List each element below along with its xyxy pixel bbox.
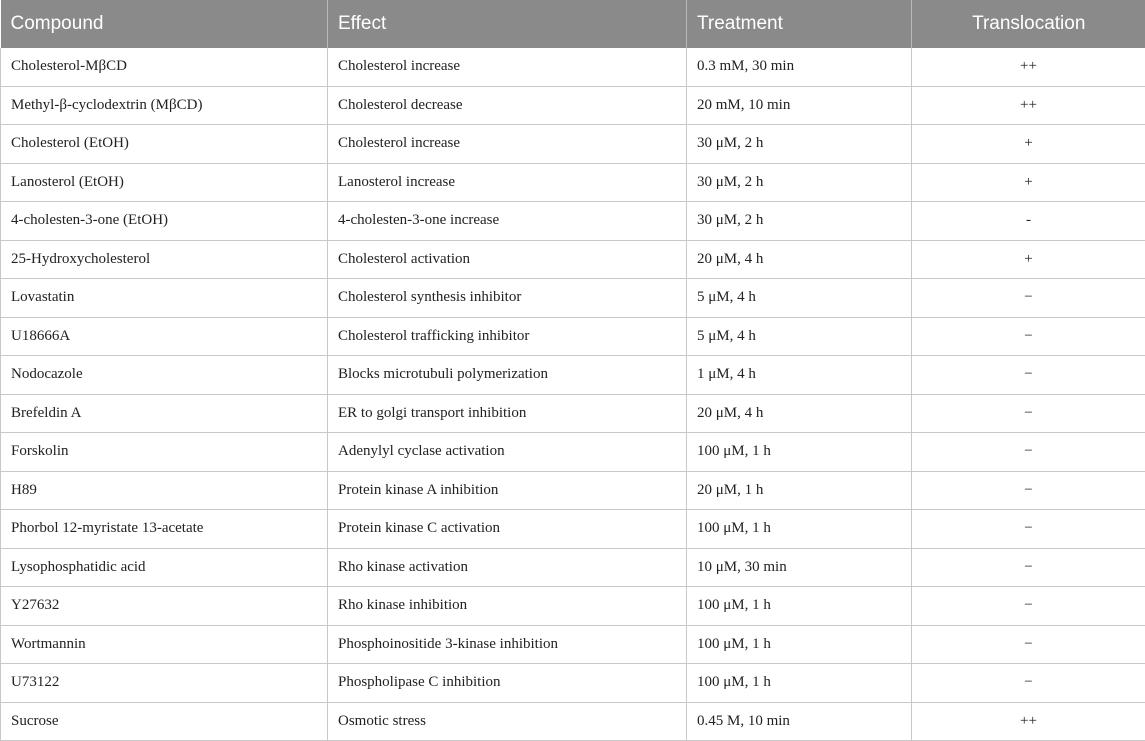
cell-compound: Lovastatin — [1, 279, 328, 318]
table-row — [1, 625, 1145, 664]
cell-treatment: 100 μM, 1 h — [687, 625, 912, 664]
cell-translocation: − — [912, 510, 1145, 549]
header-compound: Compound — [1, 0, 328, 48]
cell-effect: Cholesterol activation — [328, 240, 687, 279]
cell-compound: Y27632 — [1, 587, 328, 626]
cell-effect: Phospholipase C inhibition — [328, 664, 687, 703]
cell-effect: Phosphoinositide 3-kinase inhibition — [328, 625, 687, 664]
cell-effect: Cholesterol trafficking inhibitor — [328, 317, 687, 356]
table-body — [1, 48, 1145, 741]
cell-effect: 4-cholesten-3-one increase — [328, 202, 687, 241]
cell-treatment: 0.45 M, 10 min — [687, 702, 912, 741]
cell-translocation: ++ — [912, 48, 1145, 86]
cell-translocation: − — [912, 587, 1145, 626]
table-row — [1, 356, 1145, 395]
cell-treatment: 100 μM, 1 h — [687, 587, 912, 626]
cell-compound: U73122 — [1, 664, 328, 703]
table-row — [1, 125, 1145, 164]
cell-translocation: − — [912, 356, 1145, 395]
cell-compound: Cholesterol (EtOH) — [1, 125, 328, 164]
cell-effect: ER to golgi transport inhibition — [328, 394, 687, 433]
cell-compound: Lanosterol (EtOH) — [1, 163, 328, 202]
cell-treatment: 20 μM, 4 h — [687, 240, 912, 279]
cell-translocation: - — [912, 202, 1145, 241]
cell-translocation: ++ — [912, 702, 1145, 741]
cell-effect: Cholesterol increase — [328, 125, 687, 164]
cell-effect: Blocks microtubuli polymerization — [328, 356, 687, 395]
cell-translocation: + — [912, 163, 1145, 202]
cell-compound: Sucrose — [1, 702, 328, 741]
cell-translocation: − — [912, 279, 1145, 318]
cell-translocation: − — [912, 317, 1145, 356]
cell-effect: Protein kinase C activation — [328, 510, 687, 549]
cell-effect: Rho kinase inhibition — [328, 587, 687, 626]
cell-treatment: 30 μM, 2 h — [687, 202, 912, 241]
cell-compound: Nodocazole — [1, 356, 328, 395]
cell-treatment: 30 μM, 2 h — [687, 125, 912, 164]
cell-translocation: + — [912, 125, 1145, 164]
cell-compound: Lysophosphatidic acid — [1, 548, 328, 587]
cell-treatment: 20 mM, 10 min — [687, 86, 912, 125]
cell-effect: Cholesterol decrease — [328, 86, 687, 125]
cell-treatment: 100 μM, 1 h — [687, 664, 912, 703]
cell-compound: Methyl-β-cyclodextrin (MβCD) — [1, 86, 328, 125]
table-row — [1, 279, 1145, 318]
cell-treatment: 20 μM, 1 h — [687, 471, 912, 510]
cell-translocation: − — [912, 625, 1145, 664]
cell-effect: Cholesterol synthesis inhibitor — [328, 279, 687, 318]
cell-translocation: − — [912, 394, 1145, 433]
cell-compound: Wortmannin — [1, 625, 328, 664]
cell-translocation: ++ — [912, 86, 1145, 125]
cell-treatment: 0.3 mM, 30 min — [687, 48, 912, 86]
cell-effect: Protein kinase A inhibition — [328, 471, 687, 510]
cell-treatment: 100 μM, 1 h — [687, 510, 912, 549]
cell-treatment: 10 μM, 30 min — [687, 548, 912, 587]
table-row — [1, 510, 1145, 549]
table-row — [1, 202, 1145, 241]
header-effect: Effect — [328, 0, 687, 48]
cell-treatment: 1 μM, 4 h — [687, 356, 912, 395]
cell-effect: Cholesterol increase — [328, 48, 687, 86]
table-row — [1, 548, 1145, 587]
table-row — [1, 394, 1145, 433]
cell-treatment: 5 μM, 4 h — [687, 317, 912, 356]
table-row — [1, 240, 1145, 279]
table-row — [1, 163, 1145, 202]
cell-compound: 25-Hydroxycholesterol — [1, 240, 328, 279]
cell-treatment: 5 μM, 4 h — [687, 279, 912, 318]
table-row — [1, 48, 1145, 86]
cell-compound: U18666A — [1, 317, 328, 356]
cell-compound: Cholesterol-MβCD — [1, 48, 328, 86]
cell-compound: Brefeldin A — [1, 394, 328, 433]
table-row — [1, 471, 1145, 510]
cell-translocation: − — [912, 548, 1145, 587]
cell-effect: Osmotic stress — [328, 702, 687, 741]
cell-effect: Rho kinase activation — [328, 548, 687, 587]
cell-treatment: 30 μM, 2 h — [687, 163, 912, 202]
header-translocation: Translocation — [912, 0, 1145, 48]
table-row — [1, 702, 1145, 741]
table-row — [1, 86, 1145, 125]
table-row — [1, 664, 1145, 703]
cell-translocation: − — [912, 664, 1145, 703]
cell-treatment: 20 μM, 4 h — [687, 394, 912, 433]
cell-compound: Forskolin — [1, 433, 328, 472]
header-treatment: Treatment — [687, 0, 912, 48]
cell-effect: Adenylyl cyclase activation — [328, 433, 687, 472]
table-row — [1, 317, 1145, 356]
cell-treatment: 100 μM, 1 h — [687, 433, 912, 472]
cell-compound: H89 — [1, 471, 328, 510]
cell-effect: Lanosterol increase — [328, 163, 687, 202]
table-row — [1, 433, 1145, 472]
cell-translocation: + — [912, 240, 1145, 279]
cell-translocation: − — [912, 433, 1145, 472]
cell-compound: Phorbol 12-myristate 13-acetate — [1, 510, 328, 549]
table-row — [1, 587, 1145, 626]
header-row — [1, 0, 1145, 48]
cell-compound: 4-cholesten-3-one (EtOH) — [1, 202, 328, 241]
cell-translocation: − — [912, 471, 1145, 510]
